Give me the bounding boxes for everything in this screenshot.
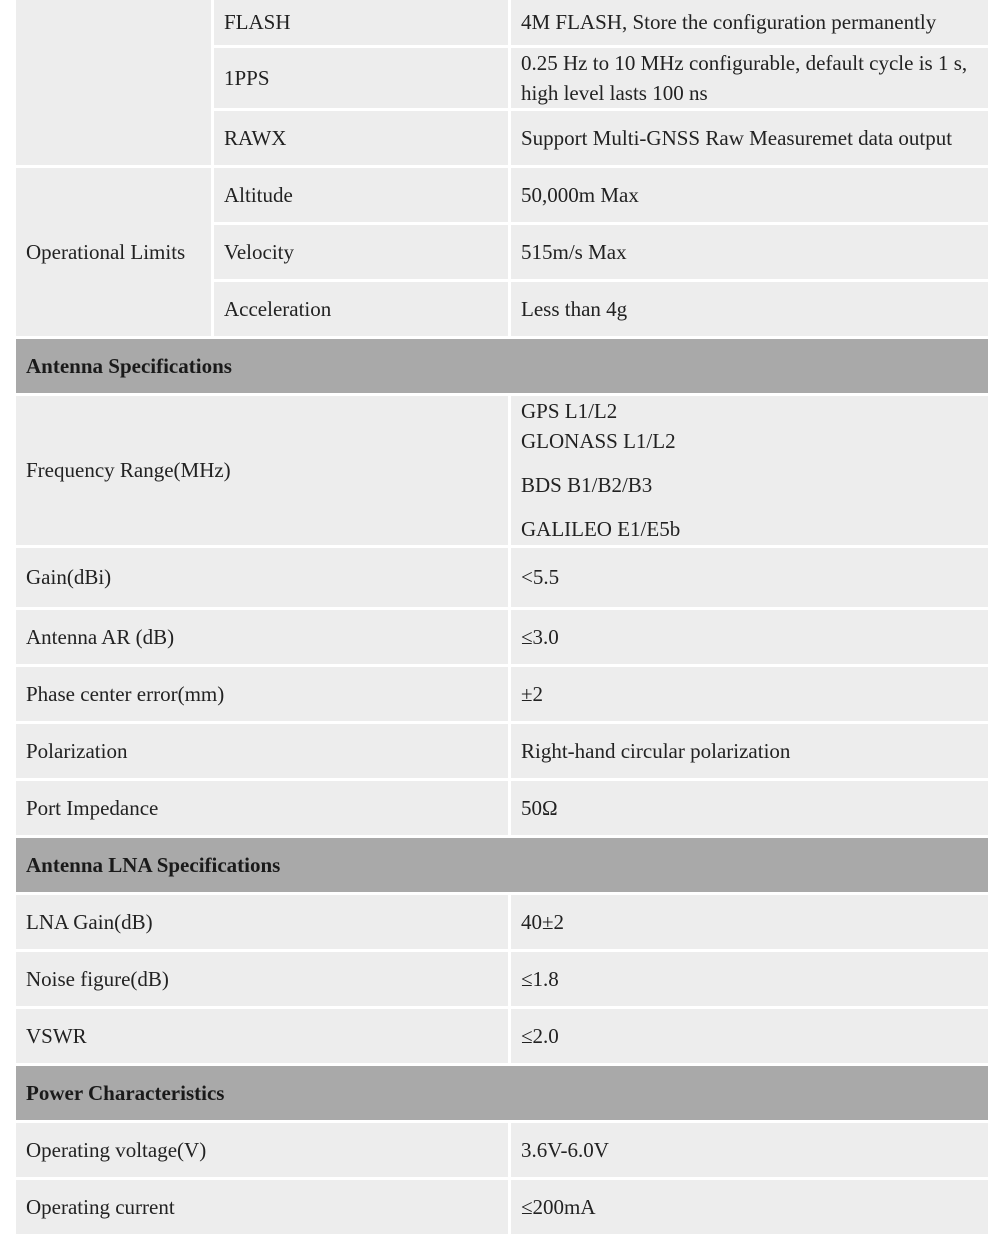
value-cell: 50,000m Max xyxy=(510,166,990,223)
table-row xyxy=(15,665,990,722)
category-cell-empty xyxy=(15,0,213,166)
value-cell: ≤1.8 xyxy=(510,950,990,1007)
frequency-line: GLONASS L1/L2 xyxy=(521,429,676,453)
table-row xyxy=(15,1007,990,1064)
value-cell: 50Ω xyxy=(510,779,990,836)
label-cell: Port Impedance xyxy=(15,779,510,836)
label-cell: Antenna AR (dB) xyxy=(15,608,510,665)
label-cell: Noise figure(dB) xyxy=(15,950,510,1007)
table-row xyxy=(15,1121,990,1178)
label-cell: VSWR xyxy=(15,1007,510,1064)
value-cell xyxy=(510,46,990,109)
value-cell: Right-hand circular polarization xyxy=(510,722,990,779)
label-cell: Polarization xyxy=(15,722,510,779)
value-cell: Support Multi-GNSS Raw Measuremet data output xyxy=(510,109,990,166)
spec-table xyxy=(13,0,991,1237)
table-row xyxy=(15,0,990,46)
section-header-row xyxy=(15,337,990,394)
section-header-row xyxy=(15,1064,990,1121)
category-cell: Operational Limits xyxy=(15,166,213,337)
label-cell: Operating current xyxy=(15,1178,510,1235)
table-row xyxy=(15,893,990,950)
frequency-line: BDS B1/B2/B3 xyxy=(521,473,653,497)
table-row xyxy=(15,722,990,779)
table-row xyxy=(15,1178,990,1235)
value-cell: ±2 xyxy=(510,665,990,722)
feature-cell: FLASH xyxy=(213,0,510,46)
table-row xyxy=(15,166,990,223)
value-cell: ≤200mA xyxy=(510,1178,990,1235)
section-title: Power Characteristics xyxy=(15,1064,990,1121)
value-cell: ≤3.0 xyxy=(510,608,990,665)
table-row xyxy=(15,394,990,546)
value-cell: <5.5 xyxy=(510,546,990,608)
label-cell: Operating voltage(V) xyxy=(15,1121,510,1178)
section-title: Antenna LNA Specifications xyxy=(15,836,990,893)
label-cell: Phase center error(mm) xyxy=(15,665,510,722)
section-header-row xyxy=(15,836,990,893)
value-cell: 3.6V-6.0V xyxy=(510,1121,990,1178)
label-cell: LNA Gain(dB) xyxy=(15,893,510,950)
feature-cell: RAWX xyxy=(213,109,510,166)
feature-cell: 1PPS xyxy=(213,46,510,109)
value-cell: ≤2.0 xyxy=(510,1007,990,1064)
value-line: high level lasts 100 ns xyxy=(521,80,708,105)
table-row xyxy=(15,950,990,1007)
feature-cell: Altitude xyxy=(213,166,510,223)
feature-cell: Velocity xyxy=(213,223,510,280)
value-line: 0.25 Hz to 10 MHz configurable, default cycle is 1 s, xyxy=(521,50,968,75)
value-cell: Less than 4g xyxy=(510,280,990,337)
table-row xyxy=(15,608,990,665)
section-title: Antenna Specifications xyxy=(15,337,990,394)
value-cell xyxy=(510,394,990,546)
label-cell: Frequency Range(MHz) xyxy=(15,394,510,546)
label-cell: Gain(dBi) xyxy=(15,546,510,608)
table-row xyxy=(15,779,990,836)
value-cell: 4M FLASH, Store the configuration permanently xyxy=(510,0,990,46)
spec-sheet xyxy=(13,0,988,1233)
value-cell: 515m/s Max xyxy=(510,223,990,280)
feature-cell: Acceleration xyxy=(213,280,510,337)
frequency-line: GPS L1/L2 xyxy=(521,399,618,423)
table-row xyxy=(15,546,990,608)
value-cell: 40±2 xyxy=(510,893,990,950)
frequency-line: GALILEO E1/E5b xyxy=(521,517,681,541)
